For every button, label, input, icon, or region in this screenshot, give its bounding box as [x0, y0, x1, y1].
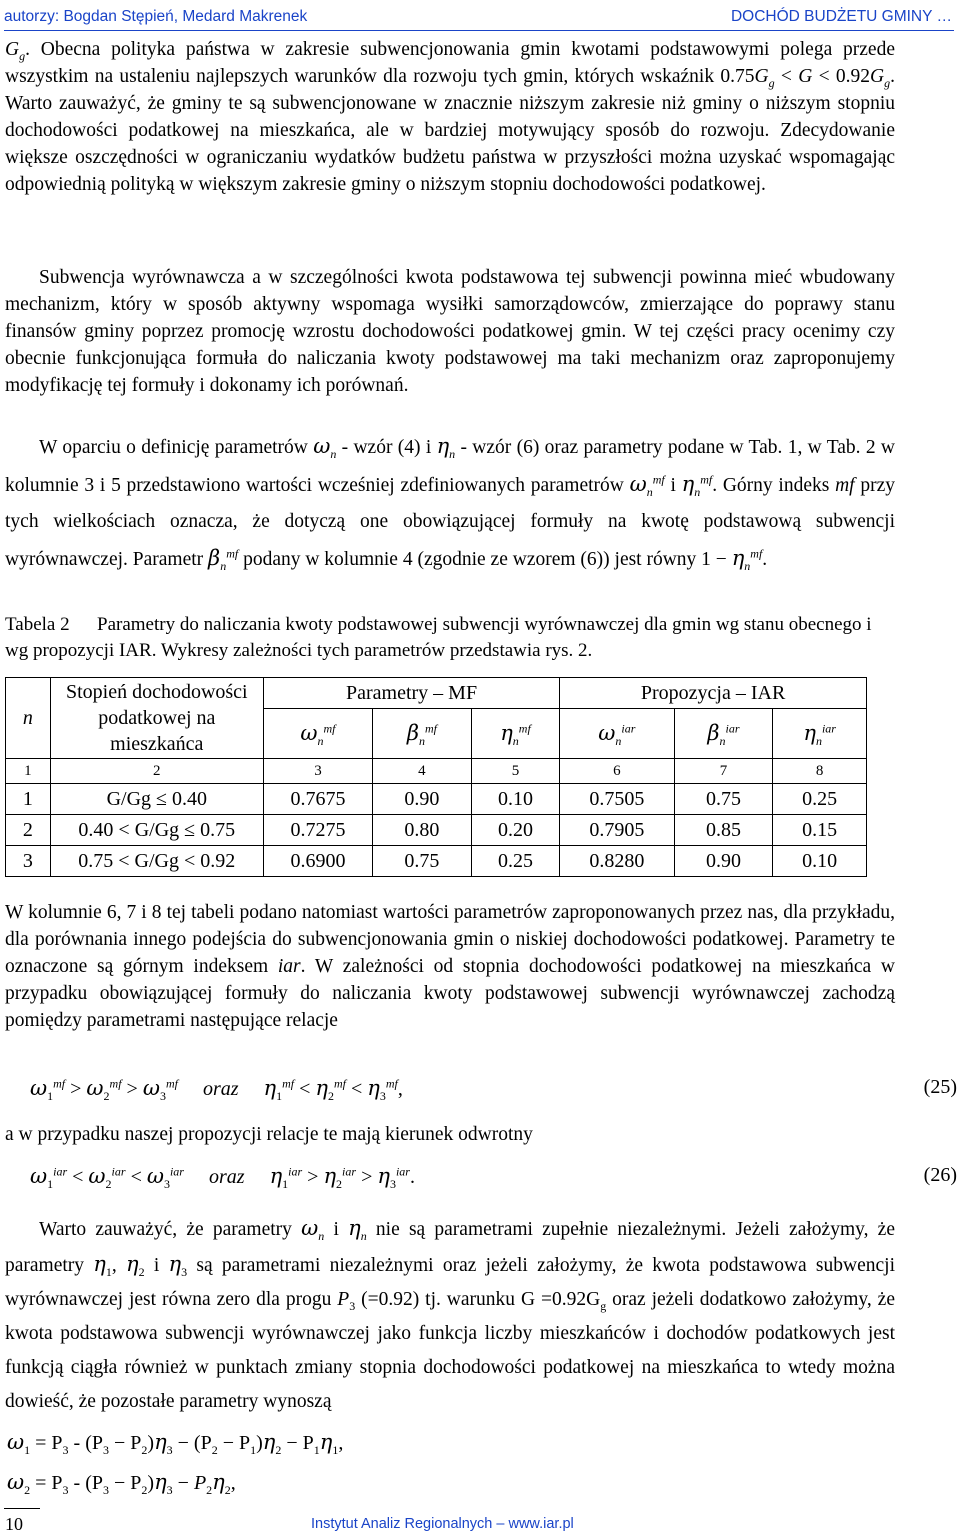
page-footer [5, 1512, 954, 1536]
parameters-table: n Stopień dochodowości podatkowej na mieszkańca Parametry – MF Propozycja – IAR $\omega_n^{mf}$ $\beta_n^{mf}$ $\eta_n^{mf}$ $\omega_n^{iar}$ $\beta_n^{iar}$ $\eta_n^{iar}$ 1 2 3 4 5 6 7 8 1 G/Gg ≤ 0.40 0.7675 0.90 0.10 0.7505 0.75 0.25 2 0.40 < G/Gg ≤ 0.75 0.7275 0.80 0.20 0.7905 0.85 0.15 3 0.75 < G/Gg < 0.92 0.6900 0.75 0.25 0.8280 0.90 0.10 [5, 677, 867, 877]
running-header [4, 5, 954, 29]
footer-url-link[interactable]: www.iar.pl [508, 1516, 574, 1532]
header-authors: autorzy: Bogdan Stępień, Medard Makrenek [4, 8, 308, 25]
paragraph-2: Subwencja wyrównawcza a w szczególności kwota podstawowa tej subwencji powinna mieć wbudowany mechanizm, który w sposób aktywny wspomaga wysiłki samorządowców, zmierzające do poprawy stanu finansów gminy poprzez promocję wzrostu dochodowości podatkowej gmin. W tej części pracy ocenimy czy obecnie funkcjonująca formuła do naliczania kwoty podstawowej ma taki mechanizm oraz zaproponujemy modyfikację tej formuły i dokonamy ich porównań. [5, 267, 895, 396]
page-number: 10 [5, 1514, 23, 1534]
col-stopien-header: Stopień dochodowości podatkowej na mieszkańca [50, 678, 263, 759]
footer-institute: Instytut Analiz Regionalnych – www.iar.pl [311, 1516, 574, 1532]
group-iar-header: Propozycja – IAR [560, 678, 867, 709]
col-n-header: n [6, 678, 51, 759]
paragraph-5: Warto zauważyć, że parametry $\omega_n$ i $\eta_n$ nie są parametrami zupełnie niezależnymi. Jeżeli założymy, że parametry $\eta_1$, $\eta_2$ i $\eta_3$ są parametrami niezależnymi oraz jeżeli założymy, że kwota podstawowa subwencji wyrównawczej jest równa zero dla progu $P_3$ (=0.92) tj. warunku $G =0.92G_g$ oraz jeżeli dodatkowo założymy, że kwota podstawowa subwencji wyrównawczej jako funkcja liczby mieszkańców i dochodów podatkowych jest funkcją ciągła również w punktach zmiany stopnia dochodowości podatkowej na mieszkańca to wtedy można dowieść, że pozostałe parametry wynoszą [5, 1216, 896, 1412]
paragraph-1: $G_g$. Obecna polityka państwa w zakresie subwencjonowania gmin kwotami podstawowymi polega przede wszystkim na ustaleniu najlepszych warunków dla rozwoju tych gmin, których wskaźnik $0.75G_g < G < 0.92G_g$. Warto zauważyć, że gminy te są subwencjonowane w znacznie niższym zakresie niż gminy o niższym stopniu dochodowości podatkowej na mieszkańca, ale w bardziej motywujący sposób do rozwoju. Zdecydowanie większe oszczędności w ograniczaniu wydatków budżetu państwa w przyszłości można uzyskać wspomagając odpowiednią polityką w większym zakresie gminy o niższym stopniu dochodowości podatkowej. [5, 39, 895, 195]
header-title: DOCHÓD BUDŻETU GMINY … [730, 8, 952, 25]
paragraph-3: W oparciu o definicję parametrów $\omega_n$ - wzór (4) i $\eta_n$ - wzór (6) oraz parametry podane w Tab. 1, w Tab. 2 w kolumnie 3 i 5 przedstawiono wartości wcześniej zdefiniowanych parametrów $\omega_n^{mf}$ i $\eta_n^{mf}$. Górny indeks mf przy tych wielkościach oznacza, że dotyczą one obowiązującej formuły na kwotę podstawową subwencji wyrównawczej. Parametr $\beta_n^{mf}$ podany w kolumnie 4 (zgodnie ze wzorem (6)) jest równy $1 - \eta_n^{mf}$. [5, 434, 895, 573]
table-row: 2 0.40 < G/Gg ≤ 0.75 0.7275 0.80 0.20 0.7905 0.85 0.15 [6, 815, 867, 846]
footer-rule [4, 1508, 40, 1509]
header-rule [4, 30, 954, 31]
group-mf-header: Parametry – MF [263, 678, 559, 709]
paragraph-4: W kolumnie 6, 7 i 8 tej tabeli podano natomiast wartości parametrów zaproponowanych przez nas, dla przykładu, dla porównania innego podejścia do subwencjonowania gmin o niskiej dochodowości podatkowej. Parametry te oznaczone są górnym indeksem iar. W zależności od stopnia dochodowości podatkowej na mieszkańca w przypadku obowiązującej formuły do naliczania kwoty podstawowej subwencji wyrównawczej zachodzą pomiędzy parametrami następujące relacje [5, 902, 895, 1031]
table-row: 1 G/Gg ≤ 0.40 0.7675 0.90 0.10 0.7505 0.75 0.25 [6, 784, 867, 815]
between-text: a w przypadku naszej propozycji relacje te mają kierunek odwrotny [5, 1124, 533, 1145]
column-numbers-row: 1 2 3 4 5 6 7 8 [6, 759, 867, 784]
table-row: 3 0.75 < G/Gg < 0.92 0.6900 0.75 0.25 0.8280 0.90 0.10 [6, 846, 867, 877]
table-caption: Tabela 2 Parametry do naliczania kwoty podstawowej subwencji wyrównawczej dla gmin wg stanu obecnego i wg propozycji IAR. Wykresy zależności tych parametrów przedstawia rys. 2. [5, 614, 872, 661]
